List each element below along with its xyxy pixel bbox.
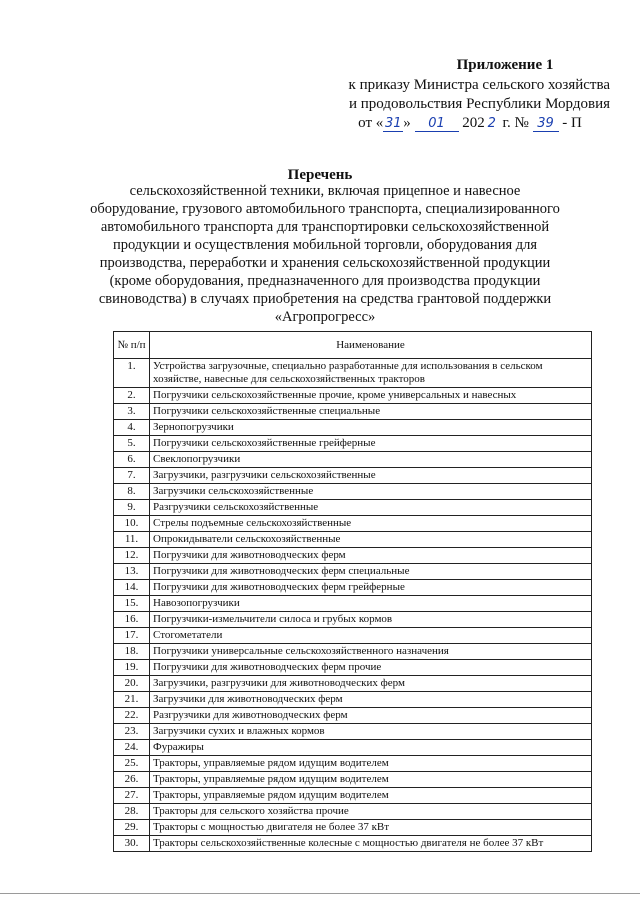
row-name-cell: Тракторы, управляемые рядом идущим водителем — [150, 788, 592, 804]
row-number-cell: 8. — [114, 484, 150, 500]
row-number-cell: 25. — [114, 756, 150, 772]
row-name-cell: Загрузчики для животноводческих ферм — [150, 692, 592, 708]
table-row — [114, 692, 592, 708]
row-name-cell: Загрузчики сухих и влажных кормов — [150, 724, 592, 740]
table-row — [114, 516, 592, 532]
order-number-prefix: г. № — [498, 115, 533, 131]
row-number-cell: 22. — [114, 708, 150, 724]
row-number-cell: 27. — [114, 788, 150, 804]
table-row — [114, 452, 592, 468]
row-number-cell: 28. — [114, 804, 150, 820]
row-name-cell: Загрузчики сельскохозяйственные — [150, 484, 592, 500]
row-number-cell: 5. — [114, 436, 150, 452]
row-name-cell: Тракторы для сельского хозяйства прочие — [150, 804, 592, 820]
row-number-cell: 15. — [114, 596, 150, 612]
table-row — [114, 388, 592, 404]
row-number-cell: 7. — [114, 468, 150, 484]
row-name-cell: Тракторы, управляемые рядом идущим водителем — [150, 772, 592, 788]
appendix-title: Приложение 1 — [456, 57, 554, 73]
table-header-row — [114, 332, 592, 359]
row-number-cell: 21. — [114, 692, 150, 708]
row-name-cell: Погрузчики для животноводческих ферм специальные — [150, 564, 592, 580]
table-row — [114, 596, 592, 612]
row-name-cell: Погрузчики сельскохозяйственные специальные — [150, 404, 592, 420]
row-number-cell: 17. — [114, 628, 150, 644]
table-row — [114, 436, 592, 452]
table-row — [114, 724, 592, 740]
row-name-cell: Погрузчики для животноводческих ферм грейферные — [150, 580, 592, 596]
order-suffix: - П — [558, 115, 582, 131]
table-row — [114, 420, 592, 436]
row-name-cell: Фуражиры — [150, 740, 592, 756]
row-name-cell: Разгрузчики сельскохозяйственные — [150, 500, 592, 516]
row-number-cell: 14. — [114, 580, 150, 596]
table-row — [114, 500, 592, 516]
row-number-cell: 16. — [114, 612, 150, 628]
table-row — [114, 676, 592, 692]
table-row — [114, 580, 592, 596]
row-number-cell: 6. — [114, 452, 150, 468]
order-reference-line-2: и продовольствия Республики Мордовия — [349, 96, 610, 112]
row-name-cell: Погрузчики сельскохозяйственные прочие, кроме универсальных и навесных — [150, 388, 592, 404]
row-name-cell: Тракторы, управляемые рядом идущим водителем — [150, 756, 592, 772]
row-name-cell: Погрузчики-измельчители силоса и грубых кормов — [150, 612, 592, 628]
table-row — [114, 612, 592, 628]
order-reference-line-1: к приказу Министра сельского хозяйства — [348, 77, 610, 93]
table-row — [114, 660, 592, 676]
document-subtitle: сельскохозяйственной техники, включая прицепное и навесное оборудование, грузового автомобильного транспорта, специализированного автомобильного транспорта для транспортировки сельскохозяйственной продукции и осуществления мобильной торговли, оборудования для производства, переработки и хранения сельскохозяйственной продукции (кроме оборудования, предназначенного для производства продукции свиноводства) в случаях приобретения на средства грантовой поддержки «Агропрогресс» — [90, 183, 560, 325]
row-name-cell: Зернопогрузчики — [150, 420, 592, 436]
row-name-cell: Опрокидыватели сельскохозяйственные — [150, 532, 592, 548]
row-name-cell: Разгрузчики для животноводческих ферм — [150, 708, 592, 724]
row-number-cell: 12. — [114, 548, 150, 564]
order-date-prefix: от « — [358, 115, 384, 131]
row-number-cell: 4. — [114, 420, 150, 436]
row-number-cell: 23. — [114, 724, 150, 740]
row-number-cell: 1. — [114, 359, 150, 388]
row-name-cell: Погрузчики универсальные сельскохозяйственного назначения — [150, 644, 592, 660]
row-name-cell: Погрузчики для животноводческих ферм — [150, 548, 592, 564]
table-row — [114, 548, 592, 564]
header-number-cell: № п/п — [114, 332, 150, 359]
row-name-cell: Устройства загрузочные, специально разработанные для использования в сельском хозяйстве, навесные для сельскохозяйственных тракторов — [150, 359, 592, 388]
table-row — [114, 804, 592, 820]
table-row — [114, 564, 592, 580]
row-number-cell: 20. — [114, 676, 150, 692]
row-name-cell: Загрузчики, разгрузчики для животноводческих ферм — [150, 676, 592, 692]
table-row — [114, 756, 592, 772]
table-row — [114, 772, 592, 788]
order-year-prefix: 202 — [462, 115, 485, 131]
row-name-cell: Тракторы с мощностью двигателя не более 37 кВт — [150, 820, 592, 836]
row-name-cell: Загрузчики, разгрузчики сельскохозяйственные — [150, 468, 592, 484]
row-name-cell: Погрузчики для животноводческих ферм прочие — [150, 660, 592, 676]
document-title: Перечень — [287, 167, 353, 183]
row-number-cell: 13. — [114, 564, 150, 580]
row-number-cell: 18. — [114, 644, 150, 660]
order-month-handwritten: 01 — [415, 117, 459, 132]
row-number-cell: 10. — [114, 516, 150, 532]
row-name-cell: Стрелы подъемные сельскохозяйственные — [150, 516, 592, 532]
table-row — [114, 628, 592, 644]
table-row — [114, 644, 592, 660]
row-number-cell: 9. — [114, 500, 150, 516]
appendix-header — [330, 56, 610, 133]
row-name-cell: Погрузчики сельскохозяйственные грейферные — [150, 436, 592, 452]
row-name-cell: Тракторы сельскохозяйственные колесные с мощностью двигателя не более 37 кВт — [150, 836, 592, 852]
table-row — [114, 532, 592, 548]
row-number-cell: 19. — [114, 660, 150, 676]
table-row — [114, 359, 592, 388]
order-date-mid: » — [403, 115, 411, 131]
row-number-cell: 30. — [114, 836, 150, 852]
table-row — [114, 708, 592, 724]
row-number-cell: 24. — [114, 740, 150, 756]
table-row — [114, 404, 592, 420]
table-row — [114, 820, 592, 836]
row-number-cell: 11. — [114, 532, 150, 548]
row-number-cell: 2. — [114, 388, 150, 404]
header-name-cell: Наименование — [150, 332, 592, 359]
table-body — [114, 359, 592, 852]
equipment-list-table — [113, 331, 592, 852]
row-name-cell: Стогометатели — [150, 628, 592, 644]
row-number-cell: 26. — [114, 772, 150, 788]
order-year-handwritten: 2 — [487, 116, 496, 131]
row-name-cell: Навозопогрузчики — [150, 596, 592, 612]
table-row — [114, 468, 592, 484]
row-name-cell: Свеклопогрузчики — [150, 452, 592, 468]
row-number-cell: 3. — [114, 404, 150, 420]
row-number-cell: 29. — [114, 820, 150, 836]
order-number-handwritten: 39 — [533, 117, 559, 132]
table-row — [114, 484, 592, 500]
order-day-handwritten: 31 — [384, 116, 402, 131]
scan-edge-divider — [0, 893, 640, 894]
table-row — [114, 740, 592, 756]
order-date-number-line — [330, 114, 610, 133]
table-row — [114, 788, 592, 804]
table-row — [114, 836, 592, 852]
